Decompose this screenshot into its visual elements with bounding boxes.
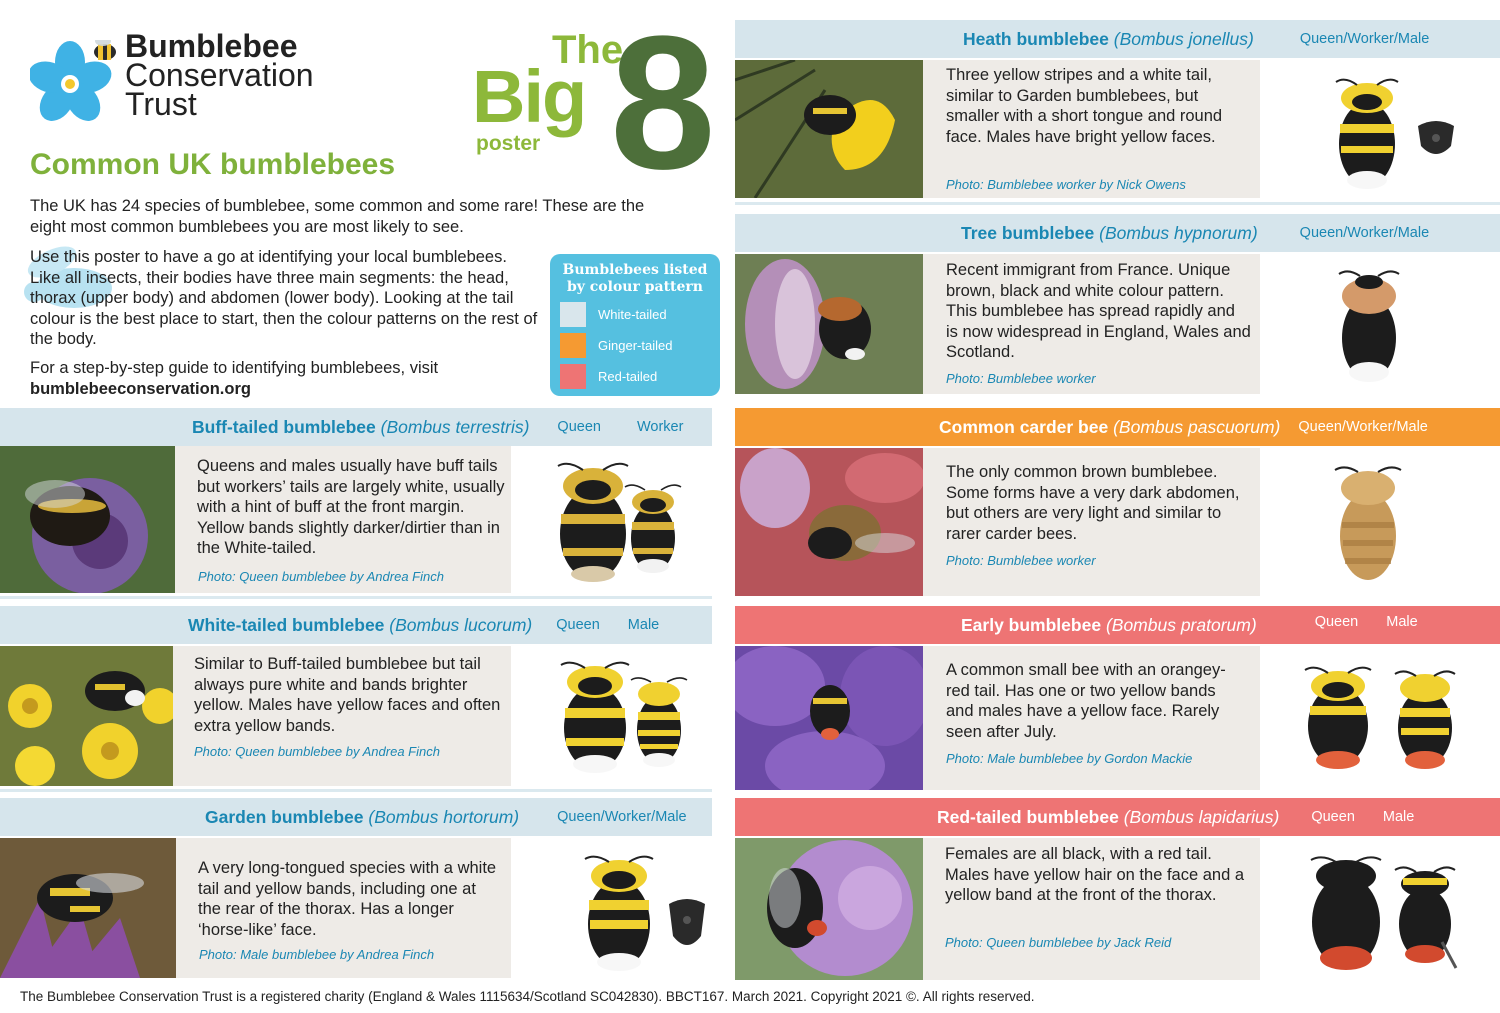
description-panel (923, 838, 1260, 980)
logo-line-1: Bumblebee (125, 28, 298, 64)
legend-swatch-ginger (560, 333, 586, 358)
bee-photo (0, 838, 176, 978)
legend-label-red: Red-tailed (598, 369, 658, 384)
species-name: Early bumblebee (Bombus pratorum) (961, 614, 1257, 635)
legend-item-white (560, 302, 710, 327)
species-name: Red-tailed bumblebee (Bombus lapidarius) (937, 806, 1280, 827)
caste-queen: Queen (557, 419, 601, 435)
description-panel (923, 60, 1260, 198)
footer-copyright: The Bumblebee Conservation Trust is a registered charity (England & Wales 1115634/Scotland SC042830). BBCT167. March 2021. Copyright 2021 ©. All rights reserved. (20, 989, 1035, 1004)
species-description: A common small bee with an orangey-red tail. Has one or two yellow bands and males have a yellow face. Rarely seen after July. (946, 661, 1226, 741)
description-panel (173, 646, 511, 786)
bee-illustrations (1260, 838, 1500, 980)
bee-illustrations (1260, 448, 1500, 596)
website-link[interactable]: bumblebeeconservation.org (30, 379, 251, 398)
flower-bee-icon (30, 40, 122, 135)
bee-queen-illustration (557, 656, 633, 776)
bee-queen-illustration (1333, 74, 1401, 192)
bee-male-illustration (1392, 862, 1458, 972)
bee-photo (735, 448, 923, 596)
bee-queen-illustration (1302, 662, 1374, 772)
legend-swatch-white (560, 302, 586, 327)
description-panel (923, 448, 1260, 596)
bee-illustrations (1260, 646, 1500, 790)
card-header (735, 214, 1500, 252)
card-header (735, 20, 1500, 58)
trust-logo (30, 28, 360, 127)
photo-credit: Photo: Queen bumblebee by Andrea Finch (198, 569, 444, 584)
card-early (735, 606, 1500, 790)
photo-credit: Photo: Male bumblebee by Andrea Finch (199, 947, 435, 962)
photo-credit: Photo: Queen bumblebee by Jack Reid (945, 935, 1172, 950)
big8-poster: poster (476, 132, 541, 155)
card-header (0, 408, 712, 446)
species-name: Garden bumblebee (Bombus hortorum) (205, 806, 520, 827)
separator (0, 596, 712, 599)
species-name: Tree bumblebee (Bombus hypnorum) (961, 222, 1258, 243)
intro-paragraph-3 (30, 358, 540, 399)
species-description: The only common brown bumblebee. Some forms have a very dark abdomen, but others are very light and similar to rarer carder bees. (946, 463, 1240, 543)
caste-queen: Queen (556, 617, 600, 633)
card-header (0, 798, 712, 836)
bee-photo (735, 838, 923, 980)
bee-male-illustration (629, 672, 689, 772)
caste-male: Male (627, 617, 660, 633)
description-panel (175, 446, 511, 593)
card-header (0, 606, 712, 644)
photo-credit: Photo: Queen bumblebee by Andrea Finch (194, 744, 440, 759)
bee-face-illustration (1415, 118, 1457, 164)
caste-queen: Queen (1311, 809, 1355, 825)
card-header (735, 606, 1500, 644)
species-name: Common carder bee (Bombus pascuorum) (939, 416, 1281, 437)
photo-credit: Photo: Male bumblebee by Gordon Mackie (946, 751, 1193, 766)
card-common-carder (735, 408, 1500, 596)
bee-illustrations (1260, 254, 1500, 394)
legend-title: Bumblebees listed by colour pattern (562, 262, 708, 295)
photo-credit: Photo: Bumblebee worker (946, 553, 1096, 568)
caste-list: Queen/Worker/Male (1299, 31, 1430, 47)
card-buff-tailed (0, 408, 712, 593)
bee-worker-illustration (623, 478, 683, 578)
description-panel (176, 838, 511, 978)
caste-worker: Worker (636, 419, 684, 435)
big8-the: The (552, 28, 624, 72)
caste-male: Male (1386, 614, 1418, 630)
big8-eight: 8 (610, 0, 716, 209)
photo-credit: Photo: Bumblebee worker (946, 371, 1096, 386)
bee-photo (735, 60, 923, 198)
legend-item-red (560, 364, 710, 389)
bee-queen-illustration (1306, 852, 1386, 976)
bee-queen-illustration (553, 456, 633, 586)
species-description: Similar to Buff-tailed bumblebee but tail always pure white and bands brighter yellow. Males have yellow faces and often extra yellow bands. (194, 655, 501, 735)
legend-swatch-red (560, 364, 586, 389)
intro-guide-text: For a step-by-step guide to identifying bumblebees, visit (30, 359, 439, 377)
bee-illustrations (511, 838, 712, 978)
big-8-poster-title (470, 0, 730, 209)
bee-photo (735, 646, 923, 790)
description-panel (923, 646, 1260, 790)
card-red-tailed (735, 798, 1500, 980)
species-description: A very long-tongued species with a white tail and yellow bands, including one at the rear of the thorax. Has a longer ‘horse-like’ face. (198, 859, 497, 939)
caste-male: Male (1382, 809, 1415, 825)
bee-queen-illustration (581, 850, 657, 974)
species-description: Three yellow stripes and a white tail, similar to Garden bumblebees, but smaller with a short tongue and round face. Males have bright yellow faces. (946, 66, 1223, 146)
bee-queen-illustration (1332, 462, 1404, 586)
card-heath (735, 20, 1500, 198)
card-header (735, 408, 1500, 446)
description-panel (923, 254, 1260, 394)
species-name: Heath bumblebee (Bombus jonellus) (963, 28, 1254, 49)
bee-face-illustration (665, 896, 709, 956)
legend-label-white: White-tailed (598, 307, 667, 322)
species-name: White-tailed bumblebee (Bombus lucorum) (188, 614, 533, 635)
colour-pattern-legend (550, 254, 720, 396)
logo-wordmark (125, 28, 314, 122)
bee-illustrations (511, 646, 712, 786)
species-description: Recent immigrant from France. Unique brown, black and white colour pattern. This bumblebee has spread rapidly and is now widespread in England, Wales and Scotland. (946, 261, 1251, 361)
species-description: Females are all black, with a red tail. Males have yellow hair on the face and a yellow band at the front of the thorax. (945, 845, 1245, 904)
intro-paragraph-2: Use this poster to have a go at identifying your local bumblebees. Like all insects, their bodies have three main segments: the head, thorax (upper body) and abdomen (lower body). Looking at the tail colour is the best place to start, then the colour patterns on the rest of the body. (30, 248, 538, 348)
caste-list: Queen/Worker/Male (1299, 225, 1430, 241)
bee-photo (0, 446, 175, 593)
big8-big: Big (472, 55, 586, 138)
card-header (735, 798, 1500, 836)
photo-credit: Photo: Bumblebee worker by Nick Owens (946, 177, 1186, 192)
bee-illustrations (511, 446, 712, 593)
caste-queen: Queen (1314, 614, 1359, 630)
page-title: Common UK bumblebees (30, 148, 396, 181)
bee-photo (735, 254, 923, 394)
species-description: Queens and males usually have buff tails but workers’ tails are largely white, usually with a hint of buff at the front margin. Yellow bands slightly darker/dirtier than in the White-tailed. (197, 457, 505, 557)
bee-male-illustration (1392, 666, 1458, 772)
separator (0, 789, 712, 792)
legend-label-ginger: Ginger-tailed (598, 338, 673, 353)
intro-paragraph-1: The UK has 24 species of bumblebee, some common and some rare! These are the eight most common bumblebees you are most likely to see. (30, 197, 645, 236)
caste-list: Queen/Worker/Male (1298, 419, 1428, 435)
legend-item-ginger (560, 333, 710, 358)
caste-list: Queen/Worker/Male (557, 809, 687, 825)
logo-line-2: Conservation (125, 57, 314, 93)
separator (735, 202, 1500, 205)
species-name: Buff-tailed bumblebee (Bombus terrestris) (192, 416, 530, 437)
bee-queen-illustration (1336, 266, 1402, 386)
bee-photo (0, 646, 173, 786)
card-garden (0, 798, 712, 978)
bee-illustrations (1260, 60, 1500, 198)
logo-line-3: Trust (125, 86, 197, 122)
card-tree (735, 214, 1500, 394)
card-white-tailed (0, 606, 712, 786)
